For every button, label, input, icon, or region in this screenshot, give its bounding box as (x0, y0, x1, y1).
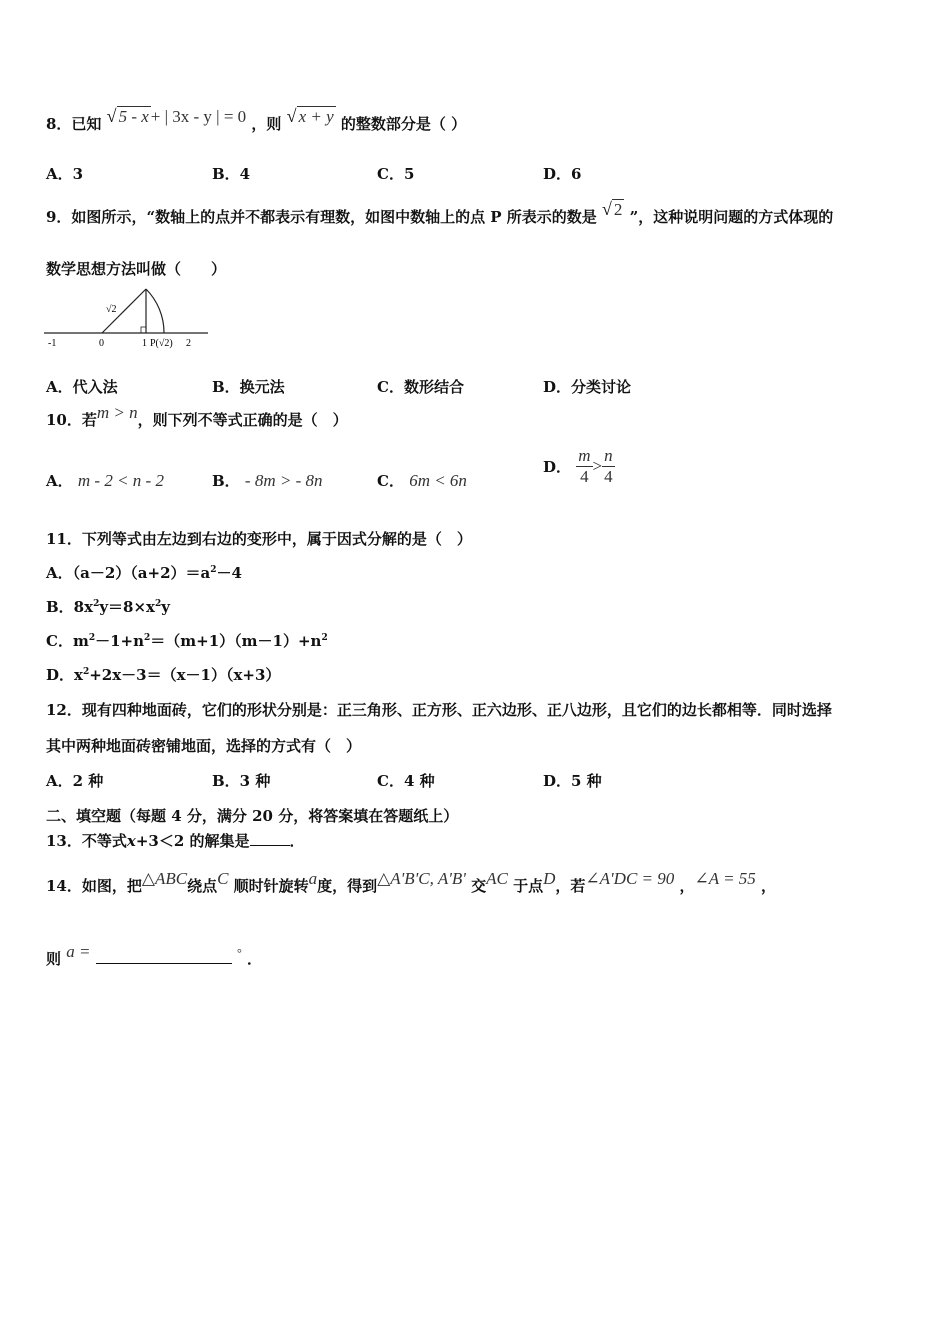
q12-stem-line2: 其中两种地面砖密铺地面，选择的方式有（ ） (46, 737, 362, 755)
label-sqrt2: √2 (106, 304, 117, 315)
q9-option-c: C．数形结合 (377, 378, 464, 396)
label-1: 1 (142, 338, 147, 349)
q11-option-a: A．$(a-2)(a+2)=a^2-4$ (46, 564, 242, 582)
q10-option-c: C． 6m < 6n (377, 471, 467, 490)
label-0: 0 (99, 338, 104, 349)
q9-option-a: A．代入法 (46, 378, 118, 396)
number-line-figure (44, 284, 212, 350)
q9-option-b: B．换元法 (212, 378, 285, 396)
fraction: $\frac{m}{4}$ (578, 446, 591, 486)
q9-option-d: D．分类讨论 (543, 378, 632, 396)
q8-option-b: B．4 (212, 165, 251, 183)
q12-stem: 12．现有四种地面砖，它们的形状分别是：正三角形、正方形、正六边形、正八边形，且它们的边长都相等．同时选择 (46, 701, 832, 719)
q11-option-d: D．$x^2+2x-3=(x-1)(x+3)$ (46, 666, 281, 684)
q12-option-a: A．2 种 (46, 772, 104, 790)
sqrt-expression: √ 5 - x (106, 106, 149, 126)
q12-option-b: B．3 种 (212, 772, 271, 790)
q12-option-d: D．5 种 (543, 772, 602, 790)
q10-option-d: D． $\frac{m}{4}$ > $\frac{n}{4}$ (543, 446, 613, 486)
q8-option-d: D．6 (543, 165, 582, 183)
q8-stem: 8．已知 √ 5 - x + | 3x - y | = 0 ，则 √ x + y 的整数部分是（ ） (46, 106, 467, 133)
right-angle-mark (141, 327, 146, 333)
q8-option-a: A．3 (46, 165, 84, 183)
q11-option-b: B．$8x^2y=8\times x^2y$ (46, 598, 170, 616)
sqrt-expression: √ 2 (602, 199, 623, 219)
answer-blank[interactable] (250, 845, 290, 846)
q14-stem: 14．如图，把△ABC绕点C 顺时针旋转a度，得到△A'B'C, A'B' 交AC 于点D，若∠A'DC = 90 ，∠A = 55 ， (46, 869, 777, 895)
q10-stem: 10．若m > n，则下列不等式正确的是（ ） (46, 403, 348, 429)
q10-option-a: A． m - 2 < n - 2 (46, 471, 164, 490)
q13-stem: 13．不等式x+3＜2 的解集是 ． (46, 832, 305, 850)
label-neg1: -1 (48, 338, 57, 349)
q9-stem: 9．如图所示，“数轴上的点并不都表示有理数，如图中数轴上的点 P 所表示的数是 √ 2 ”，这种说明问题的方式体现的 (46, 199, 834, 226)
q8-option-c: C．5 (377, 165, 415, 183)
q10-option-b: B． - 8m > - 8n (212, 471, 323, 490)
fraction: $\frac{n}{4}$ (604, 446, 613, 486)
answer-blank[interactable] (96, 963, 232, 964)
label-2: 2 (186, 338, 191, 349)
q14-stem-line2: 则 a = ° ． (46, 942, 263, 968)
q9-stem-line2: 数学思想方法叫做（ ） (46, 260, 227, 278)
q11-option-c: C．$m^2-1+n^2=(m+1)(m-1)+n^2$ (46, 632, 328, 650)
sqrt-expression: √ x + y (286, 106, 334, 126)
arc (146, 289, 164, 333)
label-p: P(√2) (150, 338, 173, 349)
q11-stem: 11．下列等式由左边到右边的变形中，属于因式分解的是（ ） (46, 530, 472, 548)
section-title: 二、填空题（每题 4 分，满分 20 分，将答案填在答题纸上） (46, 807, 459, 825)
q12-option-c: C．4 种 (377, 772, 435, 790)
